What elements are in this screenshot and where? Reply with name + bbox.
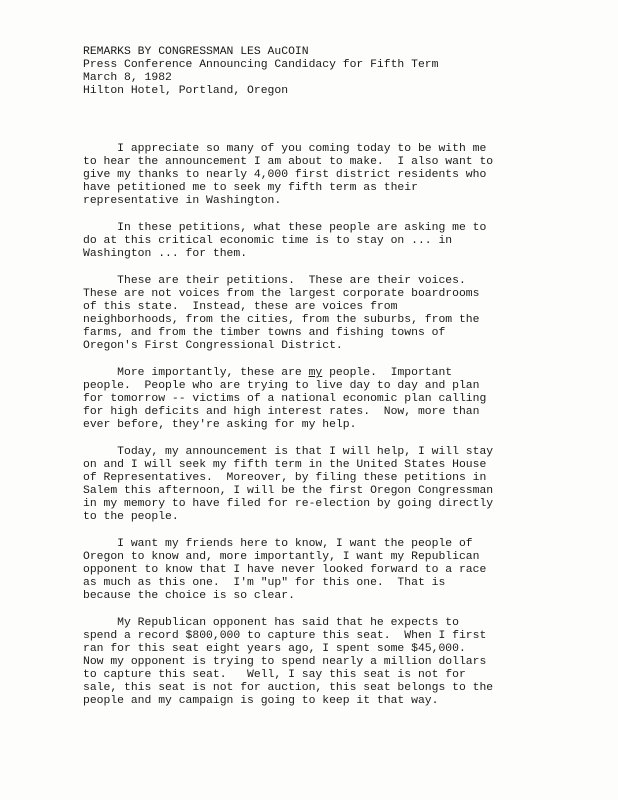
text-line: on and I will seek my fifth term in the United States House: [83, 459, 487, 471]
text-line: Washington ... for them.: [83, 248, 248, 260]
text-line: of this state. Instead, these are voices from: [83, 301, 398, 313]
text-segment: More importantly, these are: [83, 367, 309, 379]
paragraph-3: [83, 275, 603, 353]
text-line: Oregon to know and, more importantly, I want my Republican: [83, 551, 480, 563]
text-line: Salem this afternoon, I will be the first Oregon Congressman: [83, 485, 494, 497]
text-line: neighborhoods, from the cities, from the suburbs, from the: [83, 314, 480, 326]
text-line: people. People who are trying to live day to day and plan: [83, 380, 480, 392]
text-line: Today, my announcement is that I will help, I will stay: [83, 446, 494, 458]
text-line: I want my friends here to know, I want the people of: [83, 538, 473, 550]
text-line: as much as this one. I'm "up" for this one. That is: [83, 577, 446, 589]
event-location: Hilton Hotel, Portland, Oregon: [83, 85, 289, 97]
text-line: for tomorrow -- victims of a national economic plan calling: [83, 393, 487, 405]
text-line: I appreciate so many of you coming today to be with me: [83, 143, 487, 155]
text-line: opponent to know that I have never looked forward to a race: [83, 564, 487, 576]
text-line: in my memory to have filed for re-election by going directly: [83, 498, 494, 510]
text-line: These are their petitions. These are their voices.: [83, 275, 466, 287]
text-line: for high deficits and high interest rates. Now, more than: [83, 406, 480, 418]
remarks-title: REMARKS BY CONGRESSMAN LES AuCOIN: [83, 46, 309, 58]
document-header: [83, 46, 583, 98]
paragraph-6: [83, 538, 603, 603]
text-segment: people. Important: [322, 367, 453, 379]
text-line: spend a record $800,000 to capture this seat. When I first: [83, 630, 487, 642]
text-line: of Representatives. Moreover, by filing these petitions in: [83, 472, 487, 484]
text-line-emphasis: [83, 367, 603, 380]
text-line: give my thanks to nearly 4,000 first district residents who: [83, 169, 487, 181]
text-line: ever before, they're asking for my help.: [83, 419, 357, 431]
text-line: to the people.: [83, 511, 179, 523]
event-subtitle: Press Conference Announcing Candidacy for Fifth Term: [83, 59, 439, 71]
text-line: do at this critical economic time is to stay on ... in: [83, 235, 453, 247]
text-line: Now my opponent is trying to spend nearly a million dollars: [83, 656, 487, 668]
text-line: ran for this seat eight years ago, I spent some $45,000.: [83, 643, 466, 655]
paragraph-5: [83, 446, 603, 524]
text-line: to capture this seat. Well, I say this seat is not for: [83, 669, 466, 681]
text-line: sale, this seat is not for auction, this seat belongs to the: [83, 682, 494, 694]
text-line: to hear the announcement I am about to make. I also want to: [83, 156, 494, 168]
text-line: have petitioned me to seek my fifth term as their: [83, 182, 418, 194]
speech-body: [83, 143, 603, 722]
text-line: In these petitions, what these people are asking me to: [83, 222, 487, 234]
text-line: My Republican opponent has said that he expects to: [83, 617, 459, 629]
paragraph-1: [83, 143, 603, 208]
text-line: representative in Washington.: [83, 195, 282, 207]
event-date: March 8, 1982: [83, 72, 172, 84]
paragraph-4: [83, 367, 603, 432]
text-line: farms, and from the timber towns and fishing towns of: [83, 327, 446, 339]
paragraph-2: [83, 222, 603, 261]
text-line: These are not voices from the largest corporate boardrooms: [83, 288, 480, 300]
underlined-word: my: [308, 367, 323, 379]
text-line: Oregon's First Congressional District.: [83, 340, 343, 352]
text-line: people and my campaign is going to keep it that way.: [83, 695, 439, 707]
paragraph-7: [83, 617, 603, 708]
text-line: because the choice is so clear.: [83, 590, 295, 602]
